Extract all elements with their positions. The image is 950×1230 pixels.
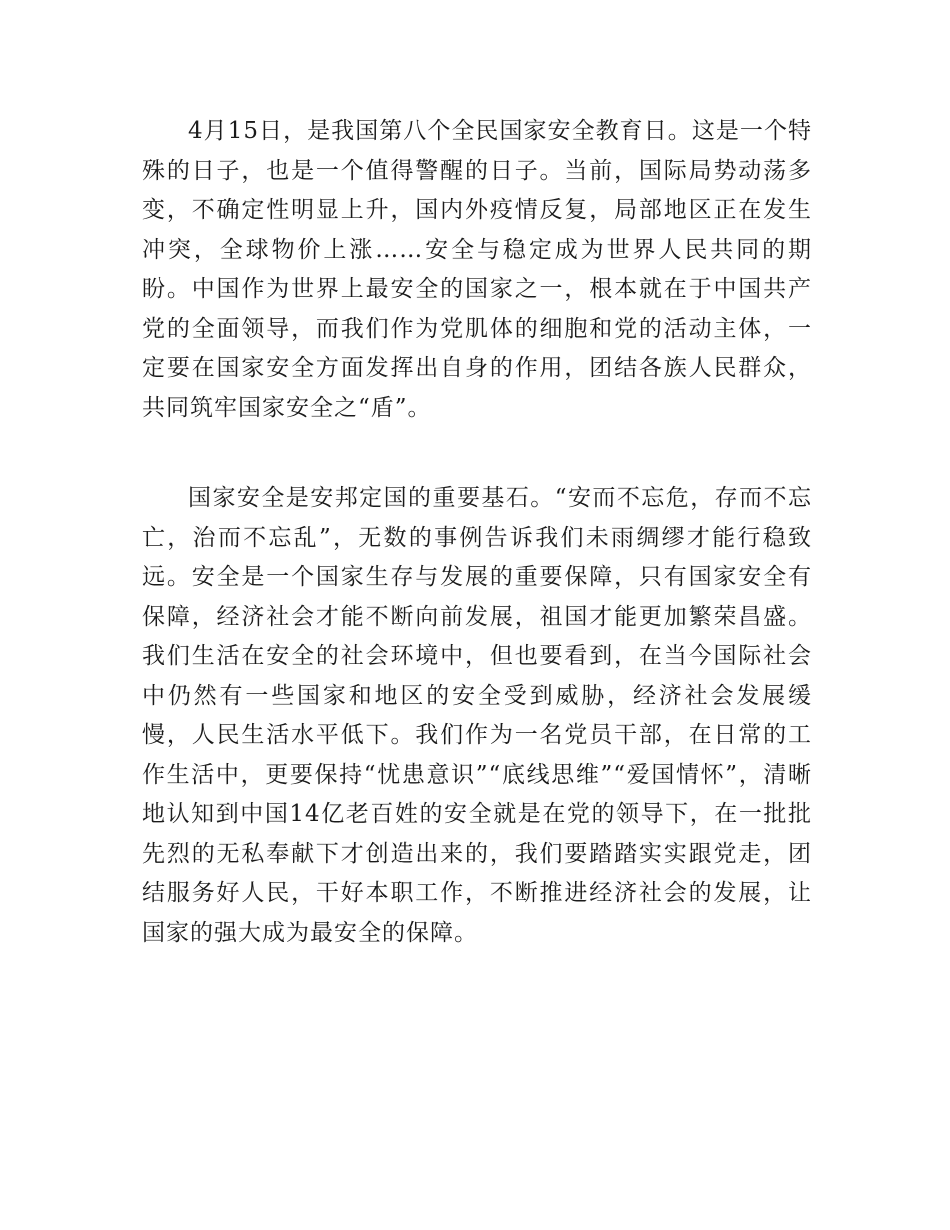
paragraph-education-day: 4月15日，是我国第八个全民国家安全教育日。这是一个特殊的日子，也是一个值得警醒的日子。当前，国际局势动荡多变，不确定性明显上升，国内外疫情反复，局部地区正在发生冲突，全球物价上涨……安全与稳定成为世界人民共同的期盼。中国作为世界上最安全的国家之一，根本就在于中国共产党的全面领导，而我们作为党肌体的细胞和党的活动主体，一定要在国家安全方面发挥出自身的作用，团结各族人民群众，共同筑牢国家安全之“盾”。 (142, 118, 812, 421)
paragraph-national-security: 国家安全是安邦定国的重要基石。“安而不忘危，存而不忘亡，治而不忘乱”，无数的事例告诉我们未雨绸缪才能行稳致远。安全是一个国家生存与发展的重要保障，只有国家安全有保障，经济社会才能不断向前发展，祖国才能更加繁荣昌盛。我们生活在安全的社会环境中，但也要看到，在当今国际社会中仍然有一些国家和地区的安全受到威胁，经济社会发展缓慢，人民生活水平低下。我们作为一名党员干部，在日常的工作生活中，更要保持“忧患意识”“底线思维”“爱国情怀”，清晰地认知到中国14亿老百姓的安全就是在党的领导下，在一批批先烈的无私奉献下才创造出来的，我们要踏踏实实跟党走，团结服务好人民，干好本职工作，不断推进经济社会的发展，让国家的强大成为最安全的保障。 (142, 485, 812, 946)
